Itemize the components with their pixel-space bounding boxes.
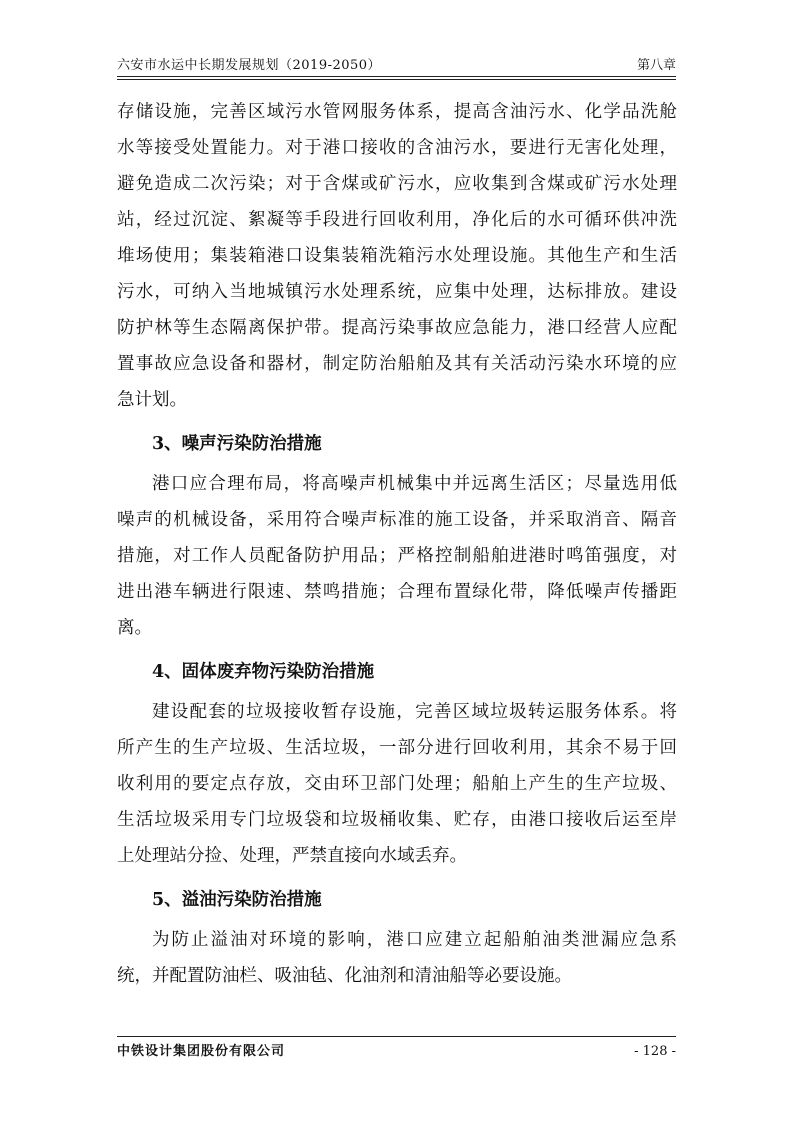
page-header (117, 54, 676, 76)
section-heading-oil-spill: 5、溢油污染防治措施 (152, 890, 322, 910)
text-line: 港口应合理布局，将高噪声机械集中并远离生活区；尽量选用低 (152, 474, 677, 494)
text-line: 统，并配置防油栏、吸油毡、化油剂和清油船等必要设施。 (117, 966, 572, 986)
text-line: 生活垃圾采用专门垃圾袋和垃圾桶收集、贮存，由港口接收后运至岸 (117, 810, 677, 830)
paragraph-oil-spill (117, 922, 677, 994)
text-line: 急计划。 (117, 390, 187, 410)
text-line: 上处理站分捡、处理，严禁直接向水域丢弃。 (117, 846, 467, 866)
text-line: 进出港车辆进行限速、禁鸣措施；合理布置绿化带，降低噪声传播距 (117, 582, 677, 602)
text-line: 置事故应急设备和器材，制定防治船舶及其有关活动污染水环境的应 (117, 354, 677, 374)
paragraph-solid-waste (117, 694, 677, 874)
text-line: 离。 (117, 618, 152, 638)
text-line: 站，经过沉淀、絮凝等手段进行回收利用，净化后的水可循环供冲洗 (117, 210, 677, 230)
section-heading-solid-waste: 4、固体废弃物污染防治措施 (152, 662, 375, 682)
text-line: 防护林等生态隔离保护带。提高污染事故应急能力，港口经营人应配 (117, 318, 677, 338)
text-line: 存储设施，完善区域污水管网服务体系，提高含油污水、化学品洗舱 (117, 102, 677, 122)
chapter-label: 第八章 (636, 58, 676, 73)
text-line: 收利用的要定点存放，交由环卫部门处理；船舶上产生的生产垃圾、 (117, 774, 677, 794)
text-line: 噪声的机械设备，采用符合噪声标准的施工设备，并采取消音、隔音 (117, 510, 677, 530)
text-line: 建设配套的垃圾接收暂存设施，完善区域垃圾转运服务体系。将 (152, 702, 677, 722)
header-rule-secondary (117, 79, 676, 80)
paragraph-noise (117, 466, 677, 646)
text-line: 所产生的生产垃圾、生活垃圾，一部分进行回收利用，其余不易于回 (117, 738, 677, 758)
section-heading-noise: 3、噪声污染防治措施 (152, 434, 322, 454)
page-number: - 128 - (634, 1044, 676, 1059)
text-line: 措施，对工作人员配备防护用品；严格控制船舶进港时鸣笛强度，对 (117, 546, 677, 566)
footer-rule (117, 1036, 676, 1037)
paragraph-wastewater (117, 94, 677, 418)
text-line: 为防止溢油对环境的影响，港口应建立起船舶油类泄漏应急系 (152, 930, 677, 950)
document-title: 六安市水运中长期发展规划（2019-2050） (117, 58, 382, 73)
text-line: 污水，可纳入当地城镇污水处理系统，应集中处理，达标排放。建设 (117, 282, 677, 302)
company-name: 中铁设计集团股份有限公司 (117, 1044, 286, 1059)
text-line: 避免造成二次污染；对于含煤或矿污水，应收集到含煤或矿污水处理 (117, 174, 677, 194)
header-rule (117, 76, 676, 77)
text-line: 堆场使用；集装箱港口设集装箱洗箱污水处理设施。其他生产和生活 (117, 246, 677, 266)
text-line: 水等接受处置能力。对于港口接收的含油污水，要进行无害化处理， (117, 138, 677, 158)
page-body (117, 94, 677, 994)
